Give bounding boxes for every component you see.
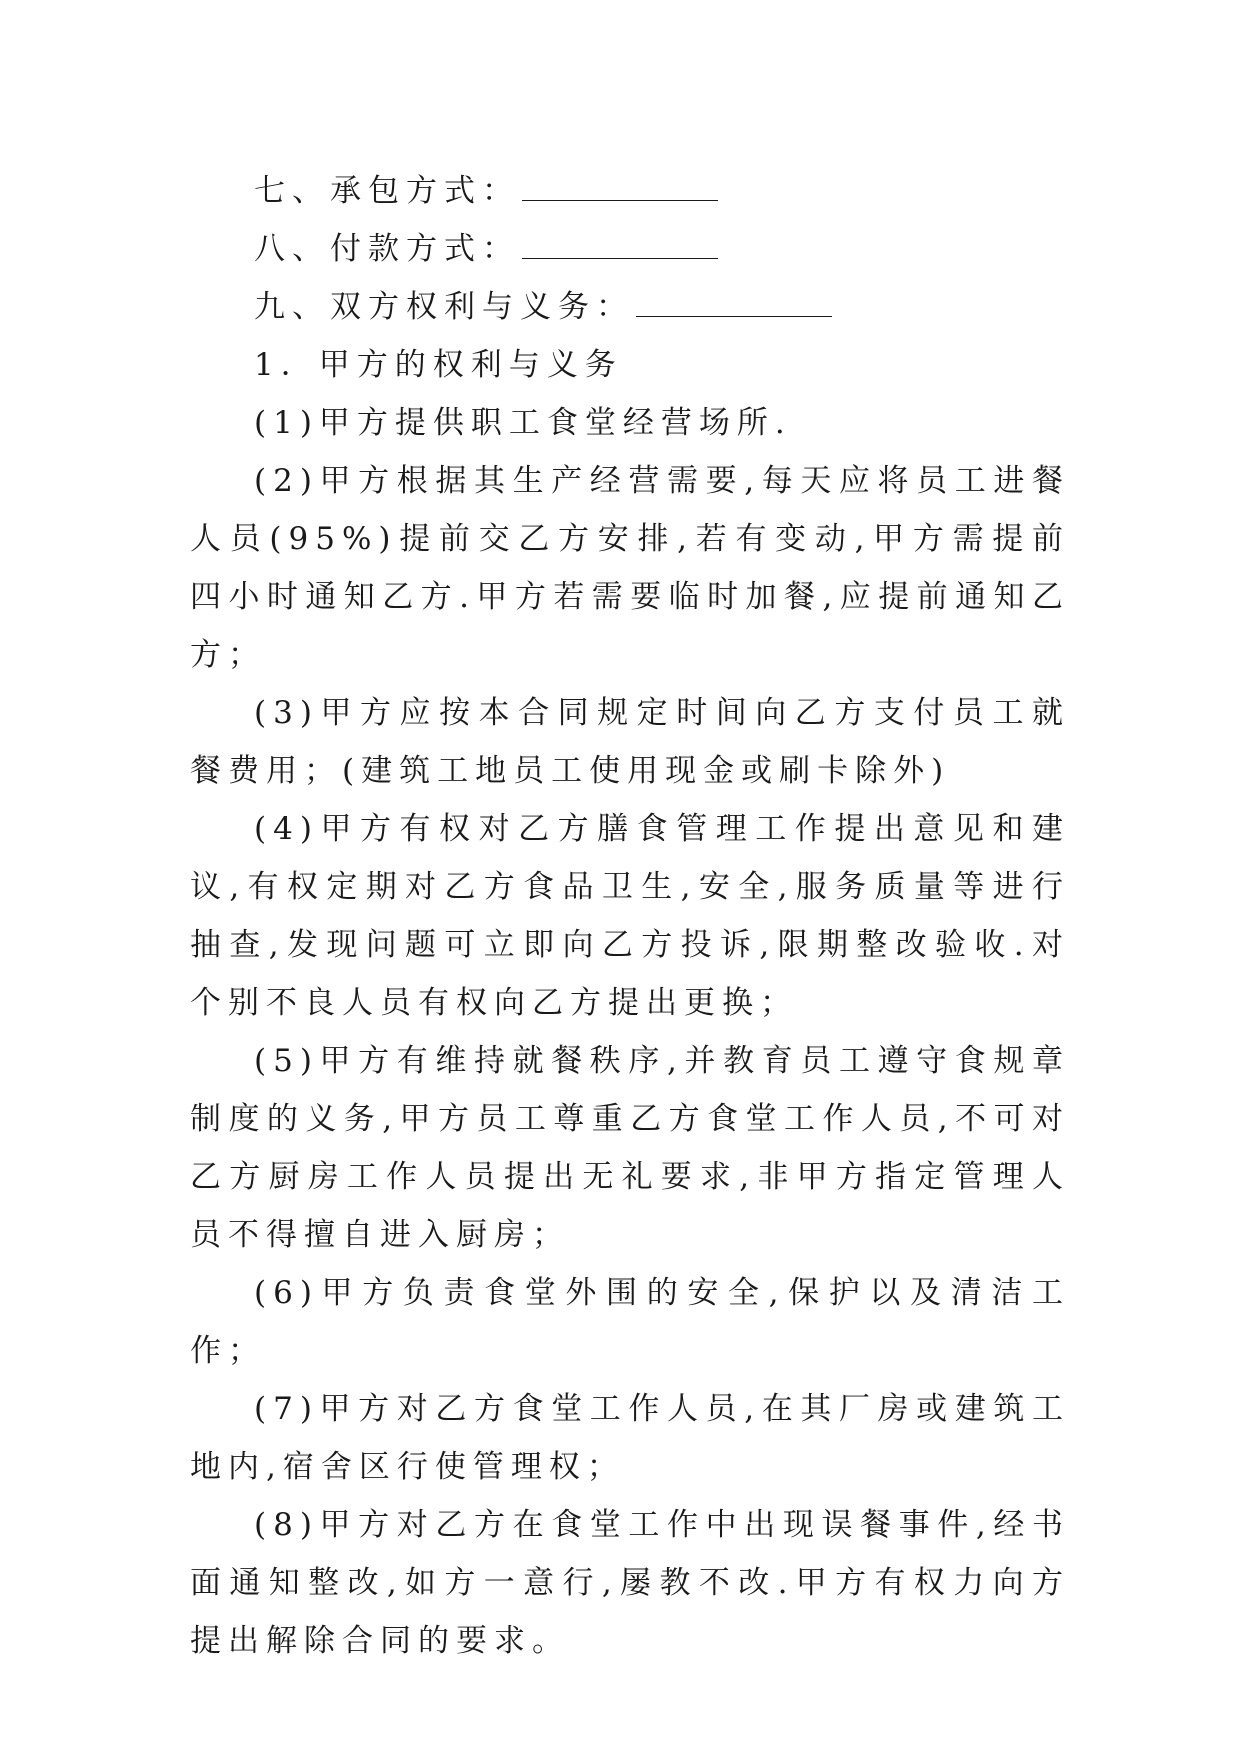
paragraph-text: 1．甲方的权利与义务 bbox=[254, 347, 623, 383]
paragraph-text: (8)甲方对乙方在食堂工作中出现误餐事件,经书面通知整改,如方一意行,屡教不改.甲方有权力向方提出解除合同的要求。 bbox=[190, 1507, 1070, 1659]
paragraph-text: (4)甲方有权对乙方膳食管理工作提出意见和建议,有权定期对乙方食品卫生,安全,服务质量等进行抽查,发现问题可立即向乙方投诉,限期整改验收.对个别不良人员有权向乙方提出更换； bbox=[190, 811, 1070, 1021]
paragraph-text: 八、付款方式： bbox=[254, 231, 520, 267]
paragraph-contract-method bbox=[190, 162, 1070, 220]
paragraph-text: 九、双方权利与义务： bbox=[254, 289, 634, 325]
paragraph-text: 七、承包方式： bbox=[254, 173, 520, 209]
paragraph-text: (1)甲方提供职工食堂经营场所. bbox=[254, 405, 792, 441]
paragraph-clause-6 bbox=[190, 1264, 1070, 1380]
paragraph-text: (2)甲方根据其生产经营需要,每天应将员工进餐人员(95%)提前交乙方安排,若有变动,甲方需提前四小时通知乙方.甲方若需要临时加餐,应提前通知乙方； bbox=[190, 463, 1070, 673]
paragraph-payment-method bbox=[190, 220, 1070, 278]
paragraph-clause-4 bbox=[190, 800, 1070, 1032]
paragraph-clause-3 bbox=[190, 684, 1070, 800]
paragraph-text: (6)甲方负责食堂外围的安全,保护以及清洁工作； bbox=[190, 1275, 1070, 1369]
paragraph-clause-5 bbox=[190, 1032, 1070, 1264]
fill-in-blank[interactable] bbox=[636, 294, 832, 317]
paragraph-clause-1 bbox=[190, 394, 1070, 452]
paragraph-text: (5)甲方有维持就餐秩序,并教育员工遵守食规章制度的义务,甲方员工尊重乙方食堂工作人员,不可对乙方厨房工作人员提出无礼要求,非甲方指定管理人员不得擅自进入厨房； bbox=[190, 1043, 1070, 1253]
paragraph-party-a-heading bbox=[190, 336, 1070, 394]
paragraph-clause-8 bbox=[190, 1496, 1070, 1670]
paragraph-text: (3)甲方应按本合同规定时间向乙方支付员工就餐费用；(建筑工地员工使用现金或刷卡除外) bbox=[190, 695, 1070, 789]
fill-in-blank[interactable] bbox=[522, 178, 718, 201]
fill-in-blank[interactable] bbox=[522, 236, 718, 259]
paragraph-clause-7 bbox=[190, 1380, 1070, 1496]
document-body bbox=[190, 162, 1070, 1670]
paragraph-clause-2 bbox=[190, 452, 1070, 684]
paragraph-rights-obligations bbox=[190, 278, 1070, 336]
paragraph-text: (7)甲方对乙方食堂工作人员,在其厂房或建筑工地内,宿舍区行使管理权； bbox=[190, 1391, 1070, 1485]
